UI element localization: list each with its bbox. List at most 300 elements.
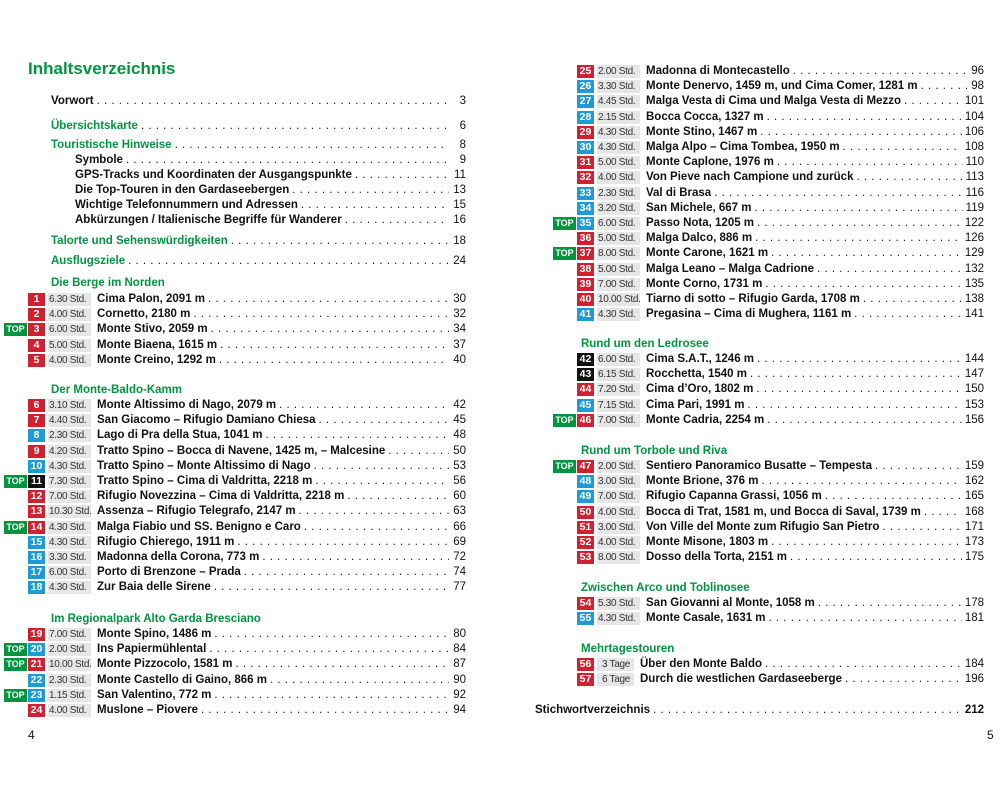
dot-leader (755, 231, 962, 246)
tour-entry[interactable] (4, 292, 466, 307)
tour-number: 11 (28, 475, 45, 488)
tour-name: Monte Denervo, 1459 m, und Cima Comer, 1281 m (646, 80, 918, 93)
tour-name: Passo Nota, 1205 m (646, 217, 755, 229)
tour-duration: 4.00 Std. (48, 354, 91, 367)
tour-number: 57 (577, 673, 594, 686)
tour-entry[interactable] (4, 428, 466, 443)
tour-entry[interactable] (553, 79, 984, 94)
tour-page: 144 (964, 353, 984, 365)
toc-page: 18 (453, 235, 466, 247)
toc-page: 9 (459, 154, 466, 166)
dot-leader (817, 262, 962, 277)
dot-leader (208, 292, 449, 307)
dot-leader (301, 198, 449, 213)
dot-leader (757, 216, 962, 231)
tour-name: Porto di Brenzone – Prada (97, 566, 241, 579)
tour-name: Monte Brione, 376 m (646, 475, 759, 488)
tour-duration: 10.30 Std. (49, 506, 92, 518)
tour-entry[interactable] (553, 216, 984, 231)
tour-page: 162 (964, 475, 984, 488)
tour-name: Monte Cadria, 2254 m (646, 413, 765, 426)
tour-page: 30 (453, 293, 466, 305)
tour-entry[interactable] (553, 155, 984, 170)
tour-entry[interactable] (4, 520, 466, 535)
tour-number: 56 (577, 658, 594, 671)
dot-leader (756, 382, 961, 397)
tour-number: 26 (577, 80, 594, 93)
tour-page: 178 (964, 597, 984, 609)
tour-name: Monte Pizzocolo, 1581 m (97, 658, 233, 671)
tour-name: Tratto Spino – Bocca di Navene, 1425 m, – Malcesine (97, 444, 386, 457)
tour-duration: 4.00 Std. (597, 506, 640, 519)
tour-duration: 3.20 Std. (597, 202, 640, 215)
tour-duration: 6.00 Std. (597, 217, 640, 230)
tour-name: Ins Papiermühlental (97, 643, 207, 656)
dot-leader (299, 504, 449, 519)
tour-page: 171 (964, 520, 984, 533)
tour-entry[interactable] (553, 505, 984, 520)
tour-page: 129 (964, 247, 984, 260)
tour-page: 119 (965, 201, 984, 214)
tour-duration: 6.30 Std. (48, 293, 91, 306)
tour-name: Lago di Pra della Stua, 1041 m (97, 429, 263, 442)
tour-name: Monte Misone, 1803 m (646, 536, 769, 548)
tour-name: Von Pieve nach Campione und zurück (646, 171, 854, 184)
tour-duration: 4.30 Std. (597, 308, 640, 321)
tour-page: 98 (971, 80, 984, 93)
dot-leader (790, 550, 962, 565)
toc-line[interactable] (51, 254, 466, 269)
dot-leader (231, 234, 449, 249)
tour-name: Monte Altissimo di Nago, 2079 m (97, 399, 277, 411)
tour-entry[interactable] (4, 444, 466, 459)
tour-entry[interactable] (553, 352, 984, 367)
toc-line-index[interactable] (535, 703, 984, 718)
tour-name: Monte Stivo, 2059 m (97, 323, 208, 336)
tour-entry[interactable] (4, 413, 466, 428)
top-tour-badge: TOP (4, 689, 27, 702)
tour-number: 21 (28, 658, 45, 671)
tour-number: 36 (577, 232, 594, 245)
dot-leader (769, 611, 962, 626)
tour-name: Rifugio Novezzina – Cima di Valdritta, 2218 m (97, 490, 345, 503)
tour-entry[interactable] (553, 596, 984, 611)
tour-duration: 2.30 Std. (48, 429, 91, 442)
dot-leader (175, 138, 449, 153)
toc-page: 16 (453, 214, 466, 226)
dot-leader (747, 398, 961, 413)
toc-line[interactable] (75, 183, 466, 198)
tour-entry[interactable] (4, 504, 466, 519)
tour-name: Val di Brasa (646, 186, 712, 199)
dot-leader (750, 367, 962, 382)
tour-name: Malga Dalco, 886 m (646, 232, 753, 245)
section-heading: Die Berge im Norden (51, 277, 165, 289)
tour-duration: 6 Tage (597, 673, 634, 686)
tour-name: Bocca di Trat, 1581 m, und Bocca di Saval, 1739 m (646, 505, 921, 518)
tour-page: 42 (453, 399, 466, 411)
tour-page: 53 (453, 459, 466, 472)
tour-page: 168 (964, 505, 984, 518)
tour-entry[interactable] (4, 703, 466, 718)
tour-entry[interactable] (4, 550, 466, 565)
tour-entry[interactable] (553, 201, 984, 216)
tour-name: Tratto Spino – Monte Altissimo di Nago (97, 459, 311, 472)
dot-leader (882, 520, 961, 535)
dot-leader (355, 168, 449, 183)
tour-page: 126 (964, 232, 984, 245)
dot-leader (315, 474, 449, 489)
tour-number: 44 (577, 383, 594, 396)
tour-name: San Giacomo – Rifugio Damiano Chiesa (97, 414, 316, 427)
tour-name: Monte Castello di Gaino, 866 m (97, 673, 267, 686)
tour-entry[interactable] (4, 580, 466, 595)
dot-leader (771, 535, 962, 550)
tour-name: Rifugio Chierego, 1911 m (97, 535, 235, 548)
tour-entry[interactable] (4, 459, 466, 474)
tour-name: Rifugio Capanna Grassi, 1056 m (646, 490, 822, 503)
tour-duration: 3.00 Std. (597, 521, 640, 534)
tour-name: Cima Pari, 1991 m (646, 398, 745, 411)
tour-duration: 7.00 Std. (597, 414, 640, 427)
toc-line[interactable] (75, 213, 466, 228)
tour-page: 80 (453, 628, 466, 640)
dot-leader (765, 657, 962, 672)
top-tour-badge: TOP (4, 658, 27, 671)
tour-entry[interactable] (553, 110, 984, 125)
tour-entry[interactable] (4, 535, 466, 550)
tour-entry[interactable] (553, 231, 984, 246)
tour-duration: 4.30 Std. (597, 126, 640, 139)
tour-name: Madonna della Corona, 773 m (97, 551, 260, 563)
tour-entry[interactable] (553, 307, 984, 322)
toc-page: 212 (964, 704, 984, 716)
tour-page: 106 (964, 125, 984, 138)
tour-duration: 4.00 Std. (48, 308, 91, 321)
tour-number: 7 (28, 414, 45, 427)
tour-duration: 4.30 Std. (48, 521, 91, 534)
toc-line[interactable] (75, 198, 466, 213)
tour-number: 16 (28, 551, 45, 564)
tour-name: Über den Monte Baldo (640, 658, 763, 670)
dot-leader (761, 474, 961, 489)
tour-duration: 4.30 Std. (597, 141, 640, 154)
tour-entry[interactable] (4, 338, 466, 353)
tour-page: 66 (453, 520, 466, 533)
tour-number: 42 (577, 353, 594, 366)
tour-name: Sentiero Panoramico Busatte – Tempesta (646, 460, 873, 472)
tour-duration: 7.00 Std. (48, 490, 91, 503)
tour-number: 24 (28, 704, 45, 717)
tour-duration: 1.15 Std. (48, 689, 91, 702)
tour-entry[interactable] (553, 140, 984, 155)
top-tour-badge: TOP (553, 247, 576, 260)
tour-duration: 3.00 Std. (597, 475, 640, 488)
toc-page: 15 (453, 199, 466, 211)
section-heading: Zwischen Arco und Toblinosee (581, 582, 750, 594)
tour-duration: 3.10 Std. (48, 399, 91, 412)
toc-line[interactable] (51, 119, 466, 134)
tour-entry[interactable] (553, 413, 984, 428)
tour-entry[interactable] (553, 170, 984, 185)
dot-leader (319, 413, 449, 428)
tour-number: 14 (28, 521, 45, 534)
tour-number: 17 (28, 566, 45, 579)
tour-page: 87 (453, 658, 466, 671)
tour-entry[interactable] (553, 94, 984, 109)
tour-name: Dosso della Torta, 2151 m (646, 551, 788, 564)
toc-page: 8 (459, 139, 466, 151)
tour-name: Madonna di Montecastello (646, 65, 790, 77)
tour-number: 35 (577, 217, 594, 230)
tour-number: 43 (577, 368, 594, 381)
tour-duration: 10.00 Std. (49, 659, 92, 671)
tour-page: 108 (964, 141, 984, 153)
tour-duration: 6.00 Std. (597, 353, 640, 366)
toc-page: 6 (459, 120, 466, 132)
tour-number: 4 (28, 339, 45, 352)
tour-entry[interactable] (553, 64, 984, 79)
top-tour-badge: TOP (4, 521, 27, 534)
tour-entry[interactable] (4, 627, 466, 642)
dot-leader (347, 489, 449, 504)
page-number-left: 4 (28, 728, 35, 742)
dot-leader (128, 254, 449, 269)
tour-name: Von Ville del Monte zum Rifugio San Pietro (646, 520, 880, 533)
toc-line[interactable] (75, 168, 466, 183)
tour-number: 32 (577, 171, 594, 184)
tour-duration: 7.15 Std. (597, 399, 640, 412)
tour-entry[interactable] (553, 550, 984, 565)
tour-duration: 7.00 Std. (597, 278, 640, 291)
tour-number: 38 (577, 263, 594, 276)
tour-page: 74 (453, 566, 466, 579)
toc-label: Wichtige Telefonnummern und Adressen (75, 199, 298, 211)
tour-duration: 4.30 Std. (597, 612, 640, 625)
tour-page: 32 (453, 308, 466, 321)
tour-number: 55 (577, 612, 594, 625)
tour-entry[interactable] (4, 489, 466, 504)
dot-leader (270, 673, 449, 688)
dot-leader (193, 307, 449, 322)
tour-entry[interactable] (553, 125, 984, 140)
tour-name: Pregasina – Cima di Mughera, 1161 m (646, 308, 852, 321)
tour-number: 13 (28, 505, 45, 518)
tour-entry[interactable] (4, 307, 466, 322)
dot-leader (856, 170, 962, 185)
tour-number: 46 (577, 414, 594, 427)
tour-name: Zur Baia delle Sirene (97, 581, 211, 594)
toc-line[interactable] (75, 153, 466, 168)
tour-duration: 7.00 Std. (48, 628, 91, 641)
dot-leader (793, 64, 967, 79)
tour-name: Bocca Cocca, 1327 m (646, 110, 764, 123)
tour-name: San Valentino, 772 m (97, 688, 212, 701)
tour-entry[interactable] (553, 262, 984, 277)
tour-entry[interactable] (553, 474, 984, 489)
tour-duration: 4.45 Std. (597, 95, 640, 108)
tour-page: 60 (453, 490, 466, 503)
right-page (500, 0, 1000, 800)
tour-number: 49 (577, 490, 594, 503)
tour-entry[interactable] (553, 246, 984, 261)
tour-page: 84 (453, 643, 466, 656)
tour-number: 29 (577, 126, 594, 139)
tour-page: 92 (453, 688, 466, 701)
tour-number: 50 (577, 506, 594, 519)
tour-page: 147 (964, 368, 984, 381)
tour-duration: 5.00 Std. (48, 339, 91, 352)
tour-page: 50 (453, 444, 466, 457)
tour-number: 33 (577, 187, 594, 200)
tour-duration: 2.00 Std. (48, 643, 91, 656)
tour-duration: 8.00 Std. (597, 551, 640, 564)
tour-entry[interactable] (553, 672, 984, 687)
tour-entry[interactable] (4, 322, 466, 337)
tour-duration: 6.15 Std. (597, 368, 640, 381)
tour-duration: 5.00 Std. (597, 232, 640, 245)
tour-entry[interactable] (553, 611, 984, 626)
tour-entry[interactable] (4, 353, 466, 368)
tour-duration: 3.30 Std. (48, 551, 91, 564)
top-tour-badge: TOP (4, 643, 27, 656)
dot-leader (201, 703, 449, 718)
dot-leader (304, 520, 449, 535)
tour-number: 23 (28, 689, 45, 702)
dot-leader (818, 596, 962, 611)
toc-label: Symbole (75, 154, 123, 166)
tour-name: Monte Creino, 1292 m (97, 353, 216, 366)
toc-label: Vorwort (51, 95, 94, 107)
tour-number: 31 (577, 156, 594, 169)
tour-entry[interactable] (553, 382, 984, 397)
tour-entry[interactable] (4, 398, 466, 413)
tour-entry[interactable] (553, 292, 984, 307)
tour-entry[interactable] (553, 657, 984, 672)
toc-line[interactable] (51, 138, 466, 153)
toc-page: 13 (453, 184, 466, 196)
tour-entry[interactable] (4, 642, 466, 657)
tour-number: 12 (28, 490, 45, 503)
tour-entry[interactable] (4, 565, 466, 580)
tour-page: 196 (964, 673, 984, 686)
tour-entry[interactable] (4, 688, 466, 703)
dot-leader (863, 292, 962, 307)
tour-entry[interactable] (4, 474, 466, 489)
tour-page: 150 (964, 383, 984, 396)
toc-label: GPS-Tracks und Koordinaten der Ausgangspunkte (75, 169, 352, 181)
toc-line[interactable] (51, 234, 466, 249)
tour-entry[interactable] (553, 489, 984, 504)
tour-name: Cornetto, 2180 m (97, 308, 191, 321)
tour-entry[interactable] (553, 520, 984, 535)
tour-duration: 5.00 Std. (597, 156, 640, 169)
tour-name: Malga Alpo – Cima Tombea, 1950 m (646, 141, 840, 153)
tour-duration: 4.20 Std. (48, 445, 91, 458)
tour-number: 9 (28, 445, 45, 458)
tour-number: 25 (577, 65, 594, 78)
dot-leader (126, 153, 449, 168)
tour-number: 48 (577, 475, 594, 488)
toc-label: Ausflugsziele (51, 255, 126, 267)
tour-name: Cima Palon, 2091 m (97, 293, 206, 305)
dot-leader (843, 140, 962, 155)
tour-number: 41 (577, 308, 594, 321)
tour-entry[interactable] (553, 535, 984, 550)
tour-page: 181 (964, 612, 984, 625)
tour-name: Monte Carone, 1621 m (646, 247, 769, 260)
tour-duration: 4.30 Std. (48, 581, 91, 594)
tour-duration: 4.40 Std. (48, 414, 91, 427)
tour-page: 122 (964, 217, 984, 229)
tour-duration: 2.30 Std. (597, 187, 640, 200)
top-tour-badge: TOP (553, 217, 576, 230)
tour-page: 159 (964, 460, 984, 472)
tour-duration: 2.00 Std. (597, 460, 640, 473)
toc-label: Übersichtskarte (51, 120, 138, 132)
tour-entry[interactable] (553, 277, 984, 292)
tour-entry[interactable] (553, 186, 984, 201)
tour-number: 34 (577, 202, 594, 215)
tour-entry[interactable] (553, 459, 984, 474)
dot-leader (237, 535, 449, 550)
dot-leader (141, 119, 449, 134)
dot-leader (279, 398, 449, 413)
tour-name: Durch die westlichen Gardaseeberge (640, 673, 842, 686)
dot-leader (211, 322, 449, 337)
dot-leader (904, 94, 962, 109)
tour-entry[interactable] (553, 398, 984, 413)
tour-page: 156 (964, 413, 984, 426)
tour-name: Rocchetta, 1540 m (646, 368, 747, 381)
dot-leader (262, 550, 449, 565)
dot-leader (345, 213, 449, 228)
section-heading: Im Regionalpark Alto Garda Bresciano (51, 613, 261, 625)
dot-leader (760, 125, 962, 140)
tour-page: 116 (965, 186, 984, 199)
tour-duration: 4.00 Std. (597, 536, 640, 549)
tour-number: 22 (28, 674, 45, 687)
dot-leader (244, 565, 449, 580)
tour-duration: 5.30 Std. (597, 597, 640, 610)
dot-leader (771, 246, 962, 261)
toc-page: 3 (459, 95, 466, 107)
toc-label: Stichwortverzeichnis (535, 704, 651, 716)
tour-number: 40 (577, 293, 594, 306)
tour-entry[interactable] (553, 367, 984, 382)
tour-number: 2 (28, 308, 45, 321)
dot-leader (220, 338, 449, 353)
tour-page: 90 (453, 673, 466, 686)
toc-line[interactable] (51, 94, 466, 109)
tour-duration: 7.20 Std. (597, 383, 640, 396)
tour-page: 37 (453, 338, 466, 351)
tour-name: Monte Caplone, 1976 m (646, 156, 774, 169)
dot-leader (714, 186, 962, 201)
tour-name: Monte Spino, 1486 m (97, 628, 212, 640)
tour-entry[interactable] (4, 657, 466, 672)
toc-page: 11 (454, 169, 466, 181)
tour-duration: 2.30 Std. (48, 674, 91, 687)
tour-page: 34 (453, 323, 466, 336)
dot-leader (214, 627, 449, 642)
tour-number: 1 (28, 293, 45, 306)
section-heading: Der Monte-Baldo-Kamm (51, 384, 182, 396)
tour-entry[interactable] (4, 673, 466, 688)
tour-page: 56 (453, 475, 466, 487)
dot-leader (314, 459, 449, 474)
page-number-right: 5 (987, 728, 994, 742)
